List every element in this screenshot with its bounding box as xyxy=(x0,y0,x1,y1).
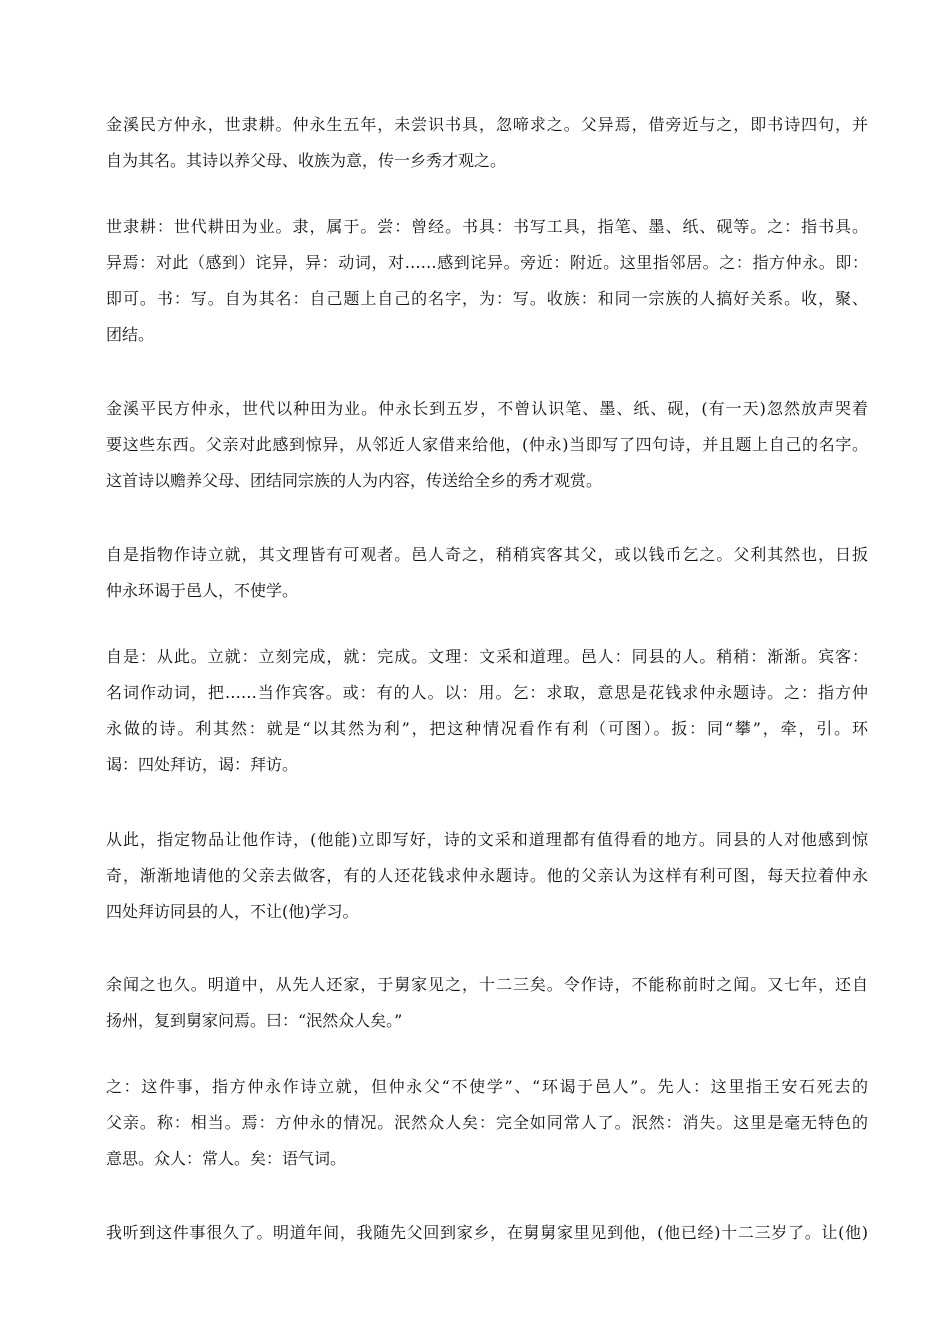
text-line: 扬州，复到舅家问焉。曰：“泯然众人矣。” xyxy=(106,1011,403,1030)
annotation-paragraph xyxy=(106,639,868,783)
text-line: 异焉：对此（感到）诧异，异：动词，对……感到诧异。旁近：附近。这里指邻居。之：指方仲永。即： xyxy=(106,253,868,272)
text-line: 这首诗以赡养父母、团结同宗族的人为内容，传送给全乡的秀才观赏。 xyxy=(106,471,603,490)
text-line: 要这些东西。父亲对此感到惊异，从邻近人家借来给他，(仲永)当即写了四句诗，并且题上自己的名字。 xyxy=(106,435,868,454)
text-line: 金溪平民方仲永，世代以种田为业。仲永长到五岁，不曾认识笔、墨、纸、砚，(有一天)忽然放声哭着 xyxy=(106,399,868,418)
text-line: 自是：从此。立就：立刻完成，就：完成。文理：文采和道理。邑人：同县的人。稍稍：渐渐。宾客： xyxy=(106,647,868,666)
text-line: 父亲。称：相当。焉：方仲永的情况。泯然众人矣：完全如同常人了。泯然：消失。这里是毫无特色的 xyxy=(106,1113,868,1132)
text-line: 四处拜访同县的人，不让(他)学习。 xyxy=(106,902,359,921)
text-line: 名词作动词，把……当作宾客。或：有的人。以：用。乞：求取，意思是花钱求仲永题诗。之：指方仲 xyxy=(106,683,868,702)
text-line: 之：这件事，指方仲永作诗立就，但仲永父“不使学”、“环谒于邑人”。先人：这里指王安石死去的 xyxy=(106,1077,868,1096)
text-line: 自是指物作诗立就，其文理皆有可观者。邑人奇之，稍稍宾客其父，或以钱币乞之。父利其然也，日扳 xyxy=(106,545,868,564)
original-text-paragraph xyxy=(106,537,868,609)
text-line: 自为其名。其诗以养父母、收族为意，传一乡秀才观之。 xyxy=(106,151,507,170)
text-line: 余闻之也久。明道中，从先人还家，于舅家见之，十二三矣。令作诗，不能称前时之闻。又七年，还自 xyxy=(106,975,868,994)
annotation-paragraph xyxy=(106,1069,868,1177)
text-line: 团结。 xyxy=(106,325,155,344)
text-line: 永做的诗。利其然：就是“以其然为利”，把这种情况看作有利（可图）。扳：同“攀”，牵，引。环 xyxy=(106,719,868,738)
text-line: 金溪民方仲永，世隶耕。仲永生五年，未尝识书具，忽啼求之。父异焉，借旁近与之，即书诗四句，并 xyxy=(106,115,868,134)
text-line: 即可。书：写。自为其名：自己题上自己的名字，为：写。收族：和同一宗族的人搞好关系。收，聚、 xyxy=(106,289,868,308)
text-line: 世隶耕：世代耕田为业。隶，属于。尝：曾经。书具：书写工具，指笔、墨、纸、砚等。之：指书具。 xyxy=(106,217,868,236)
annotation-paragraph xyxy=(106,209,868,353)
text-line: 仲永环谒于邑人，不使学。 xyxy=(106,581,299,600)
original-text-paragraph xyxy=(106,107,868,179)
text-line: 我听到这件事很久了。明道年间，我随先父回到家乡，在舅舅家里见到他，(他已经)十二三岁了。让(他) xyxy=(106,1223,868,1242)
original-text-paragraph xyxy=(106,967,868,1039)
text-line: 谒：四处拜访，谒：拜访。 xyxy=(106,755,299,774)
text-line: 从此，指定物品让他作诗，(他能)立即写好，诗的文采和道理都有值得看的地方。同县的人对他感到惊 xyxy=(106,830,868,849)
text-line: 奇，渐渐地请他的父亲去做客，有的人还花钱求仲永题诗。他的父亲认为这样有利可图，每天拉着仲永 xyxy=(106,866,868,885)
translation-paragraph xyxy=(106,391,868,499)
translation-paragraph xyxy=(106,1215,868,1251)
translation-paragraph xyxy=(106,822,868,930)
text-line: 意思。众人：常人。矣：语气词。 xyxy=(106,1149,347,1168)
